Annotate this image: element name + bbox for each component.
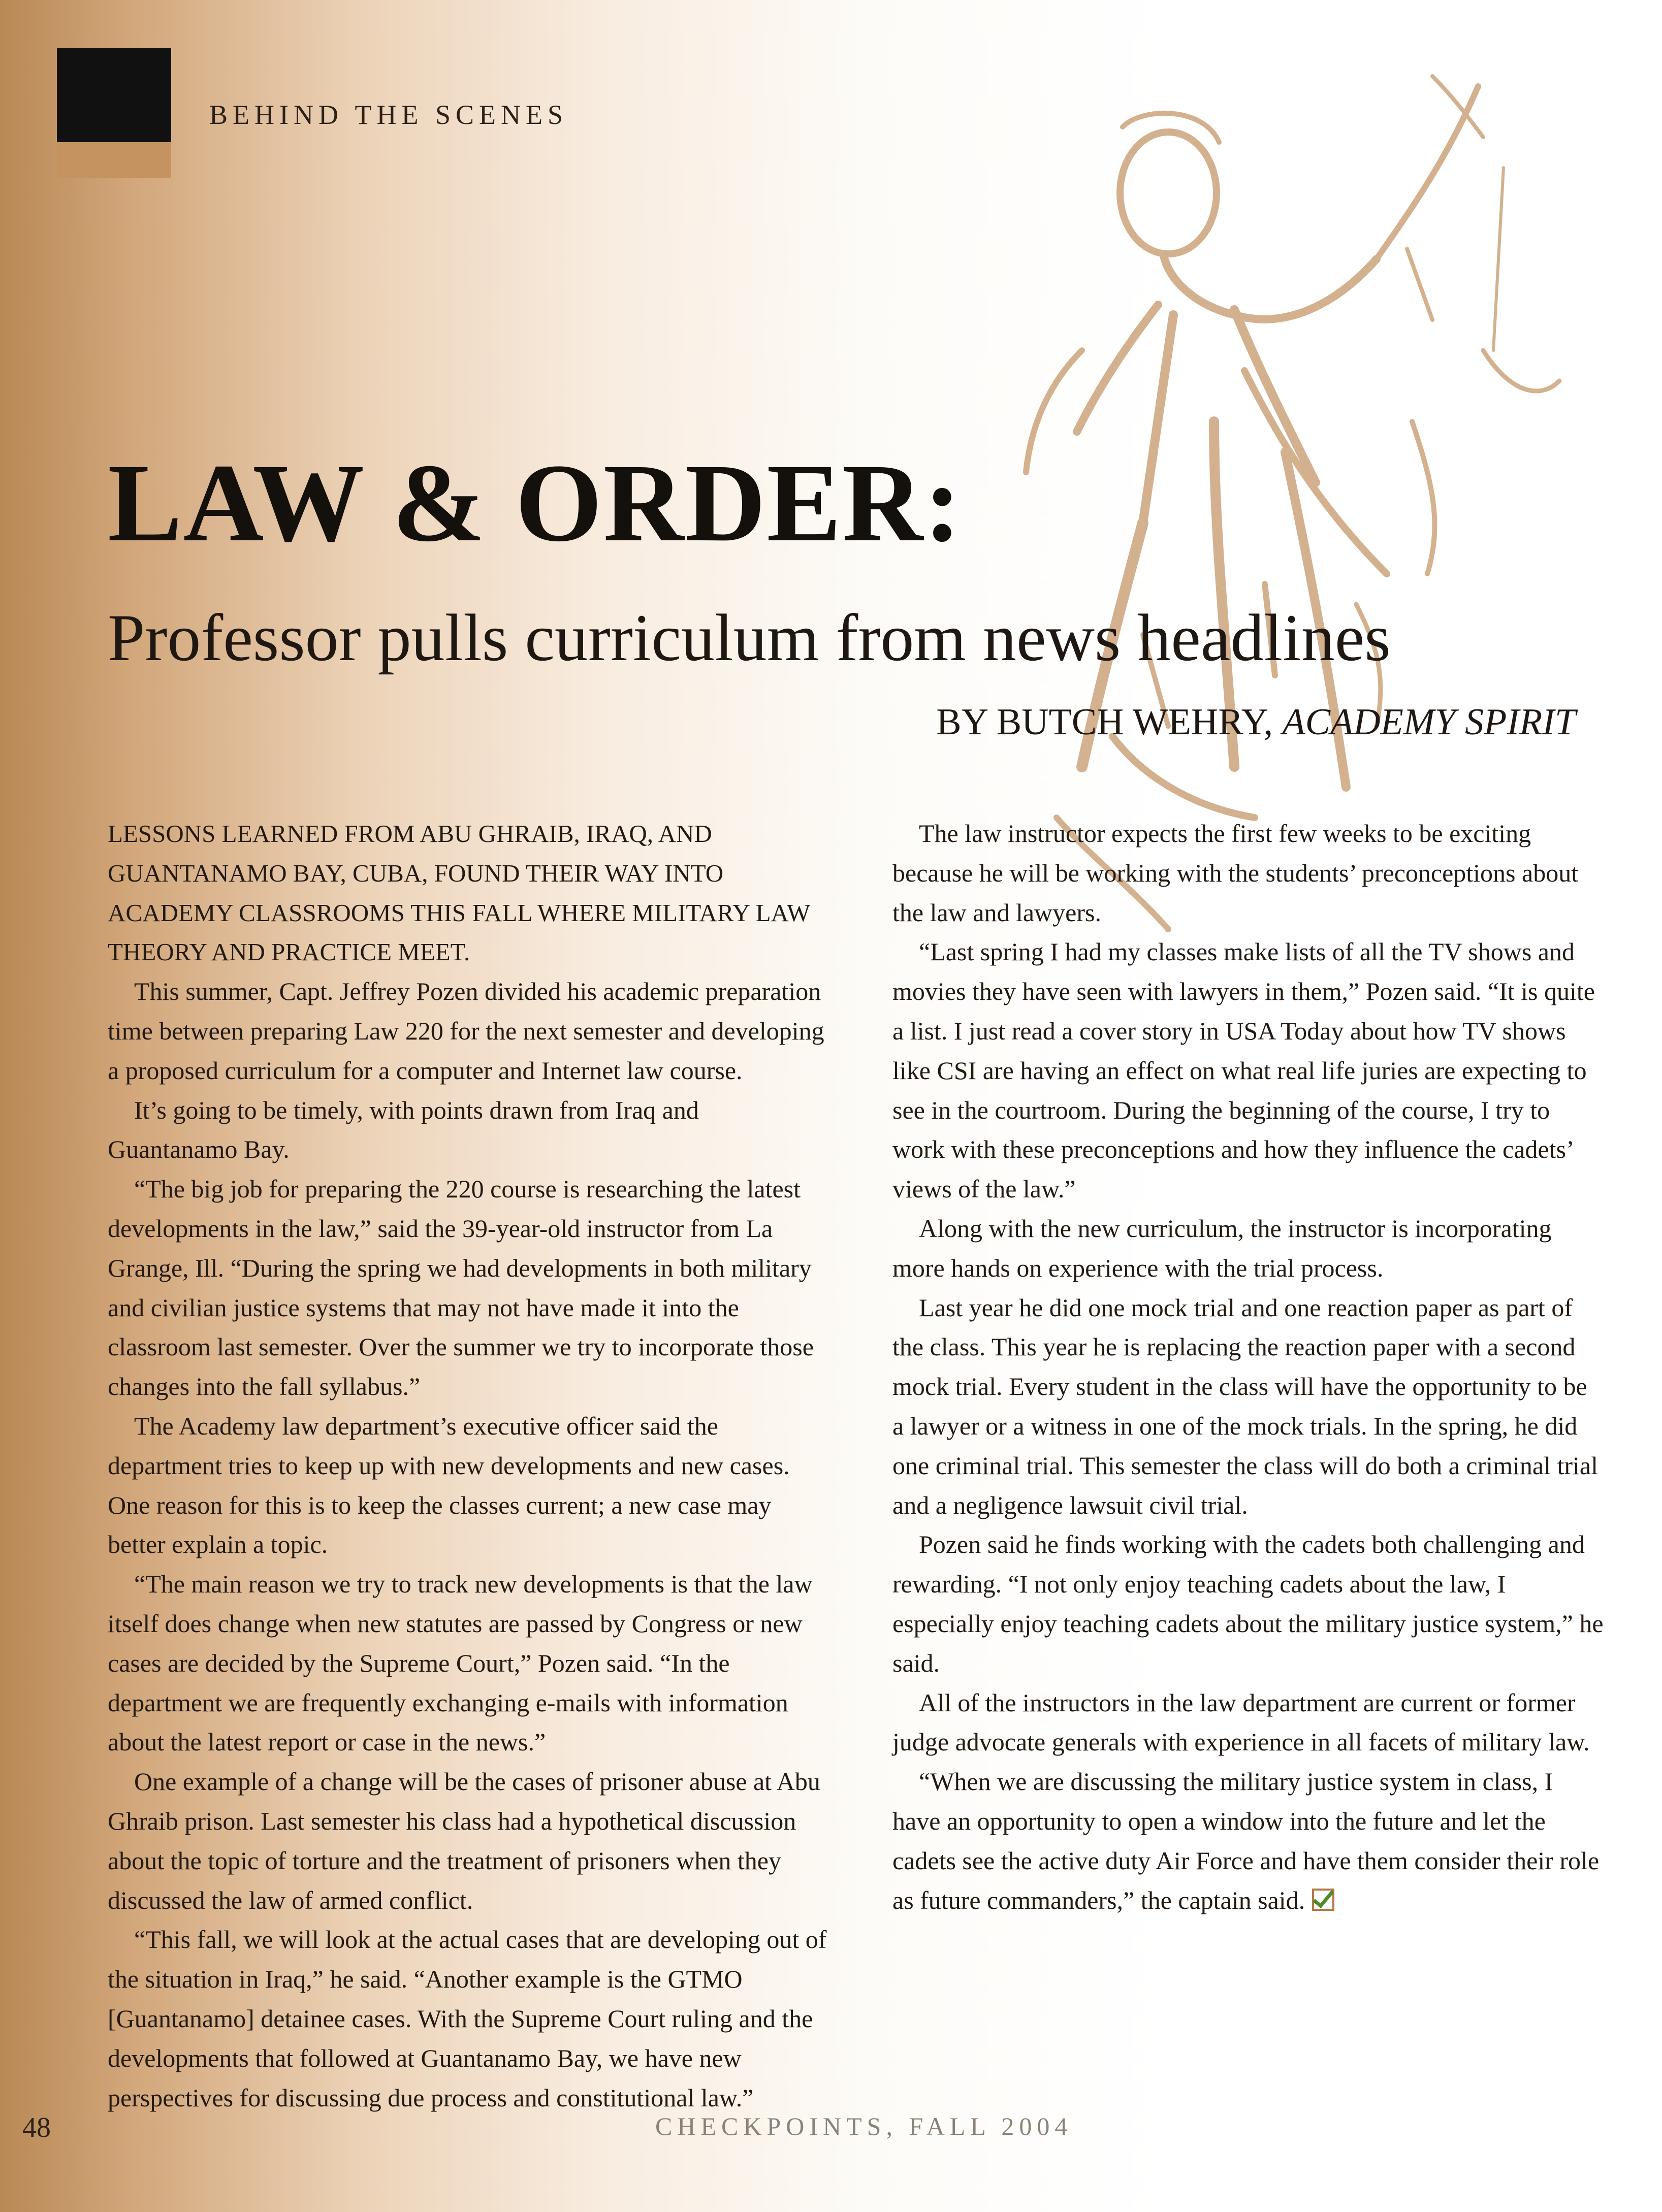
body-paragraph: “This fall, we will look at the actual cases that are developing out of the situation in Iraq,” he said. “Another example is the GTMO [Guantanamo] detainee cases. With the Supreme Court ruling and the developments that followed at Guantanamo Bay, we have new perspectives for discussing due process and constitutional law.” <box>108 1925 827 2112</box>
byline-publication: ACADEMY SPIRIT <box>1282 701 1576 743</box>
section-marker-block <box>57 48 171 142</box>
body-paragraph: This summer, Capt. Jeffrey Pozen divided his academic preparation time between preparing Law 220 for the next semester and developing a proposed curriculum for a computer and Internet law course. <box>108 977 824 1085</box>
byline <box>936 703 1576 741</box>
body-paragraph: “The big job for preparing the 220 course is researching the latest developments in the law,” said the 39-year-old instructor from La Grange, Ill. “During the spring we had developments in both military and civilian justice systems that may not have made it into the classroom last semester. Over the summer we try to incorporate those changes into the fall syllabus.” <box>108 1175 814 1401</box>
lady-justice-sketch <box>930 66 1580 939</box>
body-paragraph: Last year he did one mock trial and one reaction paper as part of the class. This year he is replacing the reaction paper with a second mock trial. Every student in the class will have the opportunity to be a lawyer or a witness in one of the mock trials. In the spring, he did one criminal trial. This semester the class will do both a criminal trial and a negligence lawsuit civil trial. <box>892 1293 1598 1519</box>
body-paragraph: One example of a change will be the cases of prisoner abuse at Abu Ghraib prison. Last semester his class had a hypothetical discussion about the topic of torture and the treatment of prisoners when they discussed the law of armed conflict. <box>108 1767 820 1914</box>
page-number: 48 <box>22 2112 51 2143</box>
body-paragraph: Along with the new curriculum, the instructor is incorporating more hands on experience with the trial process. <box>892 1214 1552 1282</box>
body-paragraph: The law instructor expects the first few weeks to be exciting because he will be working with the students’ preconceptions about the law and lawyers. <box>892 819 1579 927</box>
article-title: LAW & ORDER: <box>108 441 963 565</box>
publication-footer: CHECKPOINTS, FALL 2004 <box>655 2112 1073 2140</box>
lede-paragraph: LESSONS LEARNED FROM ABU GHRAIB, IRAQ, AND GUANTANAMO BAY, CUBA, FOUND THEIR WAY INTO ACADEMY CLASSROOMS THIS FALL WHERE MILITARY LAW THEORY AND PRACTICE MEET. <box>108 820 810 966</box>
body-paragraph: “Last spring I had my classes make lists of all the TV shows and movies they have seen with lawyers in them,” Pozen said. “It is quite a list. I just read a cover story in USA Today about how TV shows like CSI are having an effect on what real life juries are expecting to see in the courtroom. During the beginning of the course, I try to work with these preconceptions and how they influence the cadets’ views of the law.” <box>892 937 1595 1203</box>
body-paragraph: All of the instructors in the law department are current or former judge advocate generals with experience in all facets of military law. <box>892 1688 1590 1756</box>
article-subtitle: Professor pulls curriculum from news headlines <box>108 600 1391 675</box>
article-column-right <box>892 814 1604 1920</box>
byline-author: BY BUTCH WEHRY, <box>936 701 1273 743</box>
body-paragraph: Pozen said he finds working with the cadets both challenging and rewarding. “I not only enjoy teaching cadets about the law, I especially enjoy teaching cadets about the military justice system,” he said. <box>892 1530 1604 1677</box>
body-paragraph: “The main reason we try to track new developments is that the law itself does change when new statutes are passed by Congress or new cases are decided by the Supreme Court,” Pozen said. “In the department we are frequently exchanging e-mails with information about the latest report or case in the news.” <box>108 1570 813 1756</box>
end-mark-checkbox-icon <box>1312 1889 1334 1911</box>
section-label: BEHIND THE SCENES <box>209 100 568 130</box>
body-paragraph: It’s going to be timely, with points drawn from Iraq and Guantanamo Bay. <box>108 1095 699 1164</box>
article-column-left <box>108 814 829 2118</box>
closing-paragraph <box>892 1762 1604 1920</box>
closing-text: “When we are discussing the military justice system in class, I have an opportunity to open a window into the future and let the cadets see the active duty Air Force and have them consider their role as future commanders,” the captain said. <box>892 1767 1600 1914</box>
body-paragraph: The Academy law department’s executive officer said the department tries to keep up with new developments and new cases. One reason for this is to keep the classes current; a new case may better explain a topic. <box>108 1411 790 1559</box>
